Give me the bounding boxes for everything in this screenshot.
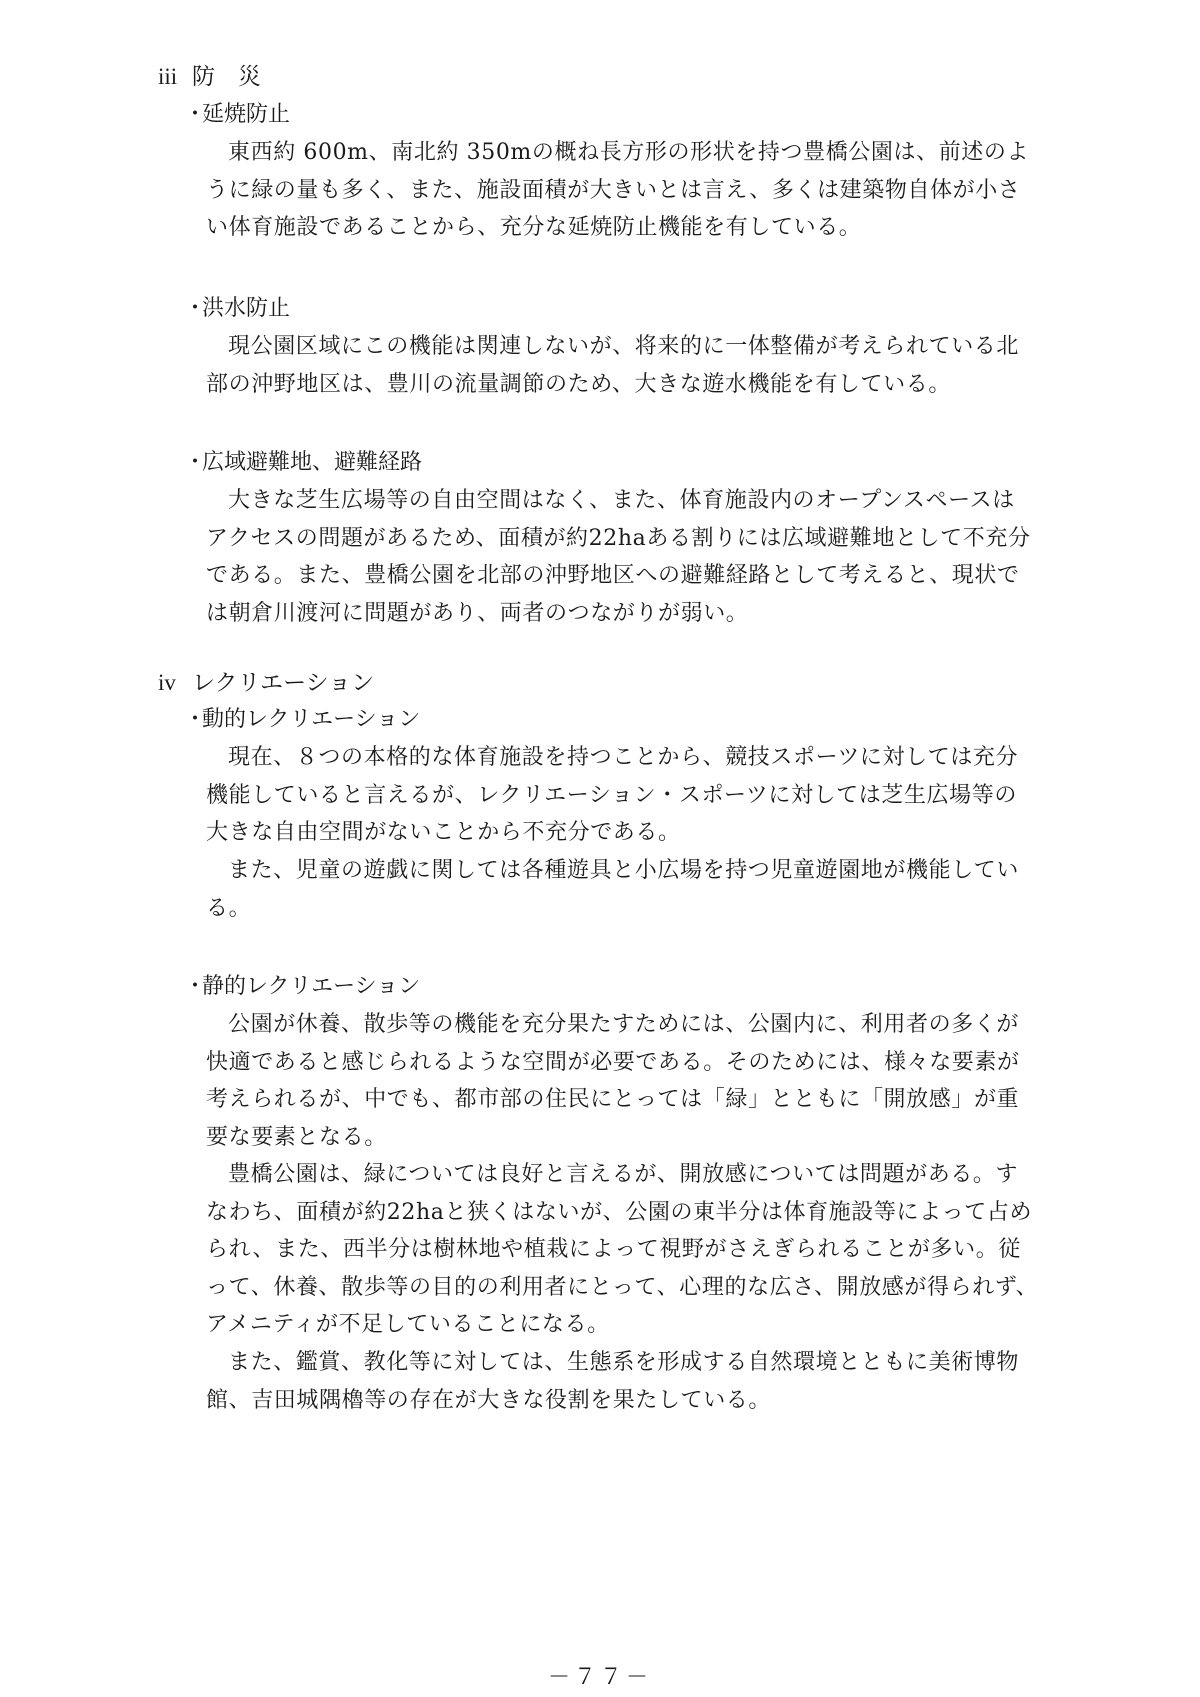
text-line: 要な要素となる。 <box>206 1124 387 1150</box>
subsection-title: 静的レクリエーション <box>202 974 421 999</box>
text-line: 豊橋公園は、緑については良好と言えるが、開放感については問題がある。す <box>228 1162 1019 1187</box>
section-heading-bousai <box>158 62 261 92</box>
subsection-title: 広域避難地、避難経路 <box>202 450 423 475</box>
text-line: 快適であると感じられるような空間が必要である。そのためには、様々な要素が <box>206 1049 1020 1075</box>
text-line: 機能していると言えるが、レクリエーション・スポーツに対しては芝生広場等の <box>206 782 1017 808</box>
text-line: アメニティが不足していることになる。 <box>206 1312 610 1337</box>
section-heading-recreation <box>158 668 374 698</box>
subsection-heading-enshou <box>184 100 290 130</box>
text-line: である。また、豊橋公園を北部の沖野地区への避難経路として考えると、現状で <box>206 563 1020 588</box>
text-line: る。 <box>206 895 252 921</box>
paragraph-seiteki-1 <box>206 1006 1038 1156</box>
section-number: iv <box>158 670 176 695</box>
text-line: 大きな芝生広場等の自由空間はなく、また、体育施設内のオープンスペースは <box>228 488 1015 513</box>
subsection-title: 洪水防止 <box>202 296 291 321</box>
paragraph-enshou <box>206 134 1038 247</box>
text-line: い体育施設であることから、充分な延焼防止機能を有している。 <box>206 215 862 240</box>
paragraph-doteki-2 <box>206 852 1038 927</box>
subsection-title: 延焼防止 <box>202 102 291 127</box>
text-line: なわち、面積が約22haと狭くはないが、公園の東半分は体育施設等によって占め <box>206 1199 1033 1225</box>
bullet: ・ <box>184 974 207 999</box>
text-line: 現在、８つの本格的な体育施設を持つことから、競技スポーツに対しては充分 <box>228 745 1019 770</box>
text-line: うに緑の量も多く、また、施設面積が大きいとは言え、多くは建築物自体が小さ <box>206 177 1021 203</box>
section-title: 防 災 <box>192 64 261 90</box>
text-line: 東西約 600m、南北約 350mの概ね長方形の形状を持つ豊橋公園は、前述のよ <box>228 140 1030 165</box>
paragraph-kouzui <box>206 328 1038 403</box>
bullet: ・ <box>184 707 207 732</box>
text-line: 公園が休養、散歩等の機能を充分果たすためには、公園内に、利用者の多くが <box>228 1012 1020 1037</box>
text-line: アクセスの問題があるため、面積が約22haある割りには広域避難地として不充分 <box>206 525 1031 551</box>
section-title: レクリエーション <box>192 670 375 696</box>
paragraph-seiteki-2 <box>206 1156 1038 1344</box>
section-number: iii <box>158 64 178 89</box>
subsection-title: 動的レクリエーション <box>202 707 421 732</box>
bullet: ・ <box>184 296 207 321</box>
text-line: って、休養、散歩等の目的の利用者にとって、心理的な広さ、開放感が得られず、 <box>206 1274 1039 1300</box>
subsection-heading-kouzui <box>184 294 290 324</box>
text-line: 現公園区域にこの機能は関連しないが、将来的に一体整備が考えられている北 <box>228 334 1020 359</box>
text-line: 大きな自由空間がないことから不充分である。 <box>206 820 681 845</box>
text-line: 館、吉田城隅櫓等の存在が大きな役割を果たしている。 <box>206 1387 772 1413</box>
text-line: は朝倉川渡河に問題があり、両者のつながりが弱い。 <box>206 600 749 626</box>
paragraph-hinan <box>206 482 1038 632</box>
text-line: 考えられるが、中でも、都市部の住民にとっては「緑」とともに「開放感」が重 <box>206 1087 1020 1112</box>
page-number: －７７－ <box>547 1665 652 1690</box>
text-line: られ、また、西半分は樹林地や植栽によって視野がさえぎられることが多い。従 <box>206 1237 1021 1262</box>
paragraph-doteki-1 <box>206 739 1038 852</box>
text-line: また、児童の遊戯に関しては各種遊具と小広場を持つ児童遊園地が機能してい <box>228 858 1020 883</box>
text-line: 部の沖野地区は、豊川の流量調節のため、大きな遊水機能を有している。 <box>206 371 951 397</box>
text-line: また、鑑賞、教化等に対しては、生態系を形成する自然環境とともに美術博物 <box>228 1350 1020 1375</box>
subsection-heading-doteki <box>184 705 420 735</box>
subsection-heading-seiteki <box>184 972 420 1002</box>
paragraph-seiteki-3 <box>206 1344 1038 1419</box>
bullet: ・ <box>184 102 207 127</box>
subsection-heading-hinan <box>184 448 422 478</box>
bullet: ・ <box>184 450 207 475</box>
